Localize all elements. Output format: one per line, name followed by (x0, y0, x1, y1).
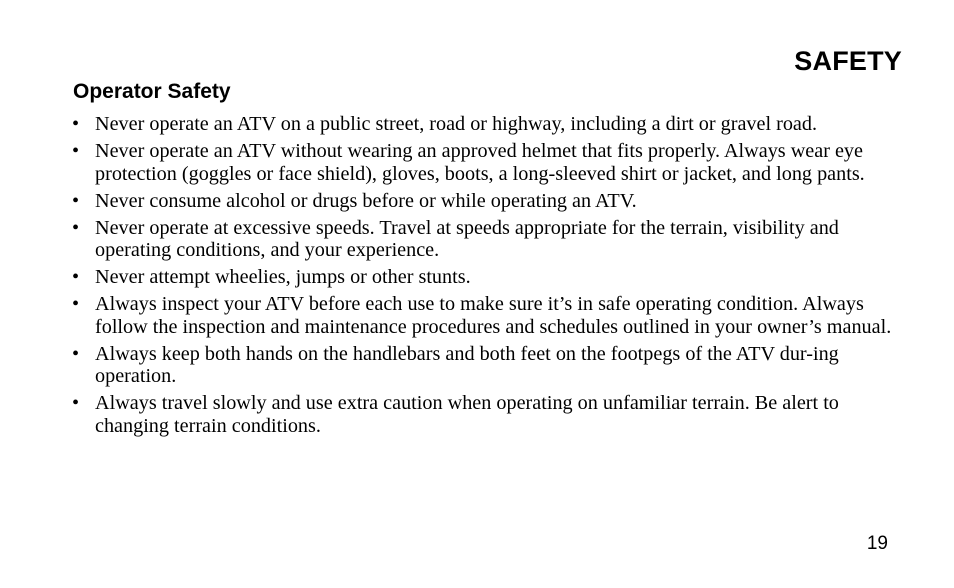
section-header: SAFETY (794, 46, 902, 76)
bullet-text: Always inspect your ATV before each use to make sure it’s in safe operating condition. Always follow the inspection and maintenance procedures and schedules outlined in your owner’s manual. (95, 293, 892, 338)
bullet-text: Never consume alcohol or drugs before or while operating an ATV. (95, 189, 637, 212)
bullet-icon: • (72, 392, 80, 414)
bullet-icon: • (72, 113, 80, 135)
bullet-icon: • (72, 266, 80, 288)
bullet-icon: • (72, 342, 80, 365)
bullet-text: Always keep both hands on the handlebars and both feet on the footpegs of the ATV dur-ing operation. (95, 342, 839, 387)
bullet-item (72, 293, 908, 338)
bullet-item (72, 190, 908, 213)
bullet-item (72, 113, 908, 136)
bullet-text: Never operate an ATV without wearing an approved helmet that fits properly. Always wear eye protection (goggles or face shield), gloves, boots, a long-sleeved shirt or jacket, and long pants. (95, 140, 865, 185)
page-number: 19 (866, 533, 888, 554)
bullet-item (72, 140, 908, 185)
bullet-text: Never operate an ATV on a public street, road or highway, including a dirt or gravel road. (95, 113, 818, 135)
bullet-icon: • (72, 293, 80, 315)
bullet-text: Always travel slowly and use extra caution when operating on unfamiliar terrain. Be alert to changing terrain conditions. (95, 392, 839, 437)
bullet-text: Never operate at excessive speeds. Travel at speeds appropriate for the terrain, visibility and operating conditions, and your experience. (95, 216, 839, 261)
bullet-item (72, 266, 908, 289)
bullet-icon: • (72, 140, 80, 162)
bullet-icon: • (72, 216, 80, 239)
bullet-text: Never attempt wheelies, jumps or other stunts. (95, 266, 471, 288)
bullet-icon: • (72, 189, 80, 212)
bullet-item (72, 217, 908, 262)
safety-bullet-list (72, 113, 908, 442)
subsection-title: Operator Safety (73, 80, 231, 103)
bullet-item (72, 343, 908, 388)
bullet-item (72, 392, 908, 437)
